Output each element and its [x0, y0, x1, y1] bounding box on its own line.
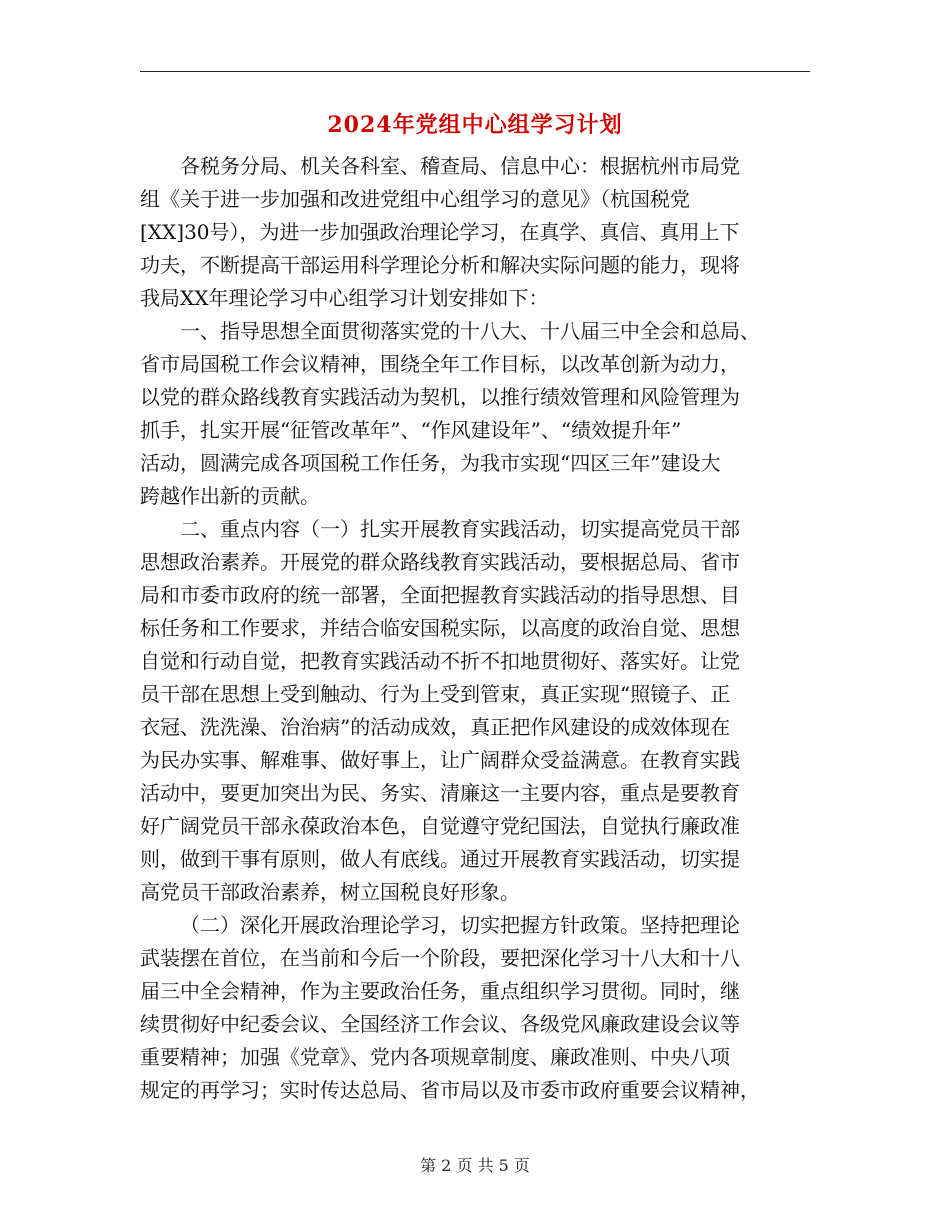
text-line: 活动，圆满完成各项国税工作任务，为我市实现“四区三年”建设大: [140, 451, 721, 475]
text-line: [XX]30号），为进一步加强政治理论学习，在真学、真信、真用上下: [140, 220, 740, 244]
paragraph-theory-study: [140, 909, 810, 1107]
text-line: 为民办实事、解难事、做好事上，让广阔群众受益满意。在教育实践: [140, 748, 740, 772]
paragraph-key-content: [140, 513, 810, 909]
text-line: 功夫，不断提高干部运用科学理论分析和解决实际问题的能力，现将: [140, 253, 740, 277]
text-line: 二、重点内容（一）扎实开展教育实践活动，切实提高党员干部: [180, 517, 740, 541]
text-line: 规定的再学习；实时传达总局、省市局以及市委市政府重要会议精神，: [140, 1078, 760, 1102]
paragraph-guiding-ideology: [140, 315, 810, 513]
text-line: 一、指导思想全面贯彻落实党的十八大、十八届三中全会和总局、: [180, 319, 760, 343]
text-line: 抓手，扎实开展“征管改革年”、“作风建设年”、“绩效提升年”: [140, 418, 682, 442]
text-line: 续贯彻好中纪委会议、全国经济工作会议、各级党风廉政建设会议等: [140, 1012, 740, 1036]
text-line: 重要精神；加强《党章》、党内各项规章制度、廉政准则、中央八项: [140, 1045, 730, 1069]
text-line: 标任务和工作要求，并结合临安国税实际，以高度的政治自觉、思想: [140, 616, 740, 640]
text-line: 员干部在思想上受到触动、行为上受到管束，真正实现“照镜子、正: [140, 682, 731, 706]
text-line: 我局XX年理论学习中心组学习计划安排如下：: [140, 286, 549, 310]
text-line: 局和市委市政府的统一部署，全面把握教育实践活动的指导思想、目: [140, 583, 740, 607]
text-line: 以党的群众路线教育实践活动为契机，以推行绩效管理和风险管理为: [140, 385, 740, 409]
text-line: 思想政治素养。开展党的群众路线教育实践活动，要根据总局、省市: [140, 550, 740, 574]
text-line: 跨越作出新的贡献。: [140, 484, 320, 508]
paragraph-intro: [140, 150, 810, 315]
text-line: 届三中全会精神，作为主要政治任务，重点组织学习贯彻。同时，继: [140, 979, 740, 1003]
text-line: 衣冠、洗洗澡、治治病”的活动成效，真正把作风建设的成效体现在: [140, 715, 731, 739]
text-line: 武装摆在首位，在当前和今后一个阶段，要把深化学习十八大和十八: [140, 946, 740, 970]
text-line: 则，做到干事有原则，做人有底线。通过开展教育实践活动，切实提: [140, 847, 740, 871]
document-title: 2024年党组中心组学习计划: [327, 112, 623, 138]
text-line: 好广阔党员干部永葆政治本色，自觉遵守党纪国法，自觉执行廉政准: [140, 814, 740, 838]
text-line: 自觉和行动自觉，把教育实践活动不折不扣地贯彻好、落实好。让党: [140, 649, 740, 673]
text-line: （二）深化开展政治理论学习，切实把握方针政策。坚持把理论: [180, 913, 740, 937]
text-line: 省市局国税工作会议精神，围绕全年工作目标，以改革创新为动力，: [140, 352, 740, 376]
header-rule: [140, 71, 810, 72]
text-line: 高党员干部政治素养，树立国税良好形象。: [140, 880, 520, 904]
text-line: 各税务分局、机关各科室、稽查局、信息中心：根据杭州市局党: [180, 154, 740, 178]
text-line: 活动中，要更加突出为民、务实、清廉这一主要内容，重点是要教育: [140, 781, 740, 805]
page-number-footer: 第 2 页 共 5 页: [420, 1156, 530, 1175]
document-body: [140, 150, 810, 1107]
text-line: 组《关于进一步加强和改进党组中心组学习的意见》（杭国税党: [140, 187, 690, 211]
